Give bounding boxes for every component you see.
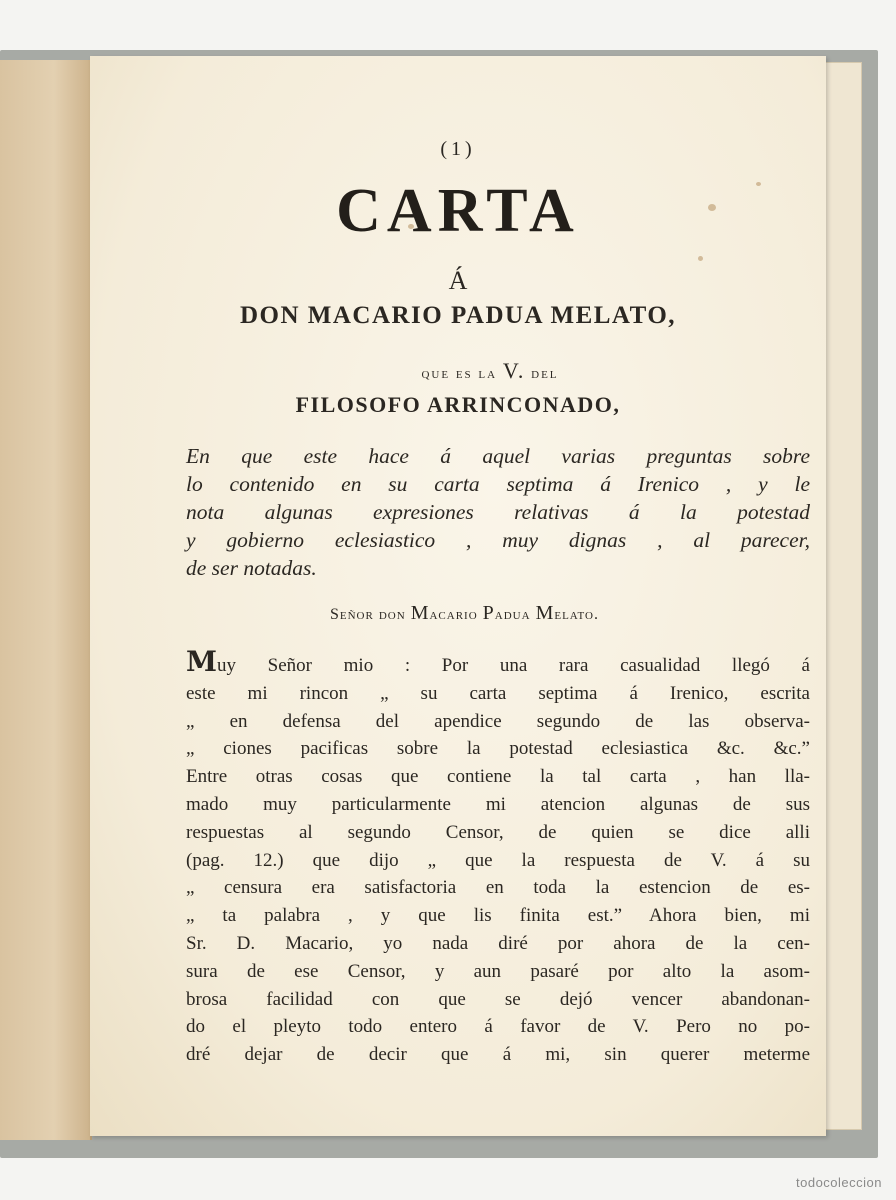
intro-line: nota algunas expresiones relativas á la potestad (186, 500, 810, 524)
salutation-initial: P (482, 602, 495, 624)
addressee-line: DON MACARIO PADUA MELATO, (239, 302, 677, 329)
intro-line: lo contenido en su carta septima á Irenico , y le (186, 472, 810, 496)
drop-cap: M (186, 645, 217, 678)
body-line: respuestas al segundo Censor, de quien se dice alli (186, 821, 810, 843)
salutation-initial: M (535, 602, 555, 624)
que-small: que es la (421, 366, 498, 382)
salutation-initial: M (410, 602, 430, 624)
body-line: „ en defensa del apendice segundo de las observa- (186, 710, 810, 732)
salutation (330, 602, 770, 625)
salutation-part: Señor don (330, 606, 406, 623)
body-line-text: uy Señor mio : Por una rara casualidad llegó á (217, 655, 810, 676)
body-line: mado muy particularmente mi atencion algunas de sus (186, 793, 810, 815)
body-paragraph (186, 645, 810, 1069)
document-page (90, 56, 826, 1136)
body-line: Entre otras cosas que contiene la tal carta , han lla- (186, 766, 810, 788)
que-es-line (340, 358, 640, 384)
intro-paragraph (186, 442, 810, 582)
que-small2: del (531, 366, 559, 382)
body-line: brosa facilidad con que se dejó vencer abandonan- (186, 988, 810, 1010)
intro-line: y gobierno eclesiastico , muy dignas , al parecer, (186, 528, 810, 552)
body-line: „ censura era satisfactoria en toda la estencion de es- (186, 877, 810, 899)
body-line: sura de ese Censor, y aun pasaré por alto la asom- (186, 960, 810, 982)
body-line (186, 645, 810, 680)
body-line: (pag. 12.) que dijo „ que la respuesta de V. á su (186, 849, 810, 871)
intro-line: En que este hace á aquel varias preguntas sobre (186, 444, 810, 468)
book-cover-left (0, 60, 92, 1140)
que-big: V. (502, 358, 526, 383)
page-title: CARTA (336, 177, 580, 245)
body-line: Sr. D. Macario, yo nada diré por ahora de la cen- (186, 932, 810, 954)
intro-line: de ser notadas. (186, 556, 317, 580)
body-line: „ ciones pacificas sobre la potestad eclesiastica &c. &c.” (186, 738, 810, 760)
salutation-part: adua (494, 606, 531, 623)
watermark-text: todocoleccion (796, 1175, 882, 1190)
body-line: do el pleyto todo entero á favor de V. Pero no po- (186, 1016, 810, 1038)
body-line: este mi rincon „ su carta septima á Irenico, escrita (186, 682, 810, 704)
foxing-spot (698, 256, 703, 261)
preposition-line: Á (448, 266, 468, 295)
body-line: dré dejar de decir que á mi, sin querer meterme (186, 1044, 810, 1066)
salutation-part: elato. (554, 606, 599, 623)
body-line: „ ta palabra , y que lis finita est.” Ahora bien, mi (186, 905, 810, 927)
salutation-part: acario (429, 606, 478, 623)
filosofo-line: FILOSOFO ARRINCONADO, (295, 392, 621, 417)
page-number: (1) (440, 138, 476, 160)
